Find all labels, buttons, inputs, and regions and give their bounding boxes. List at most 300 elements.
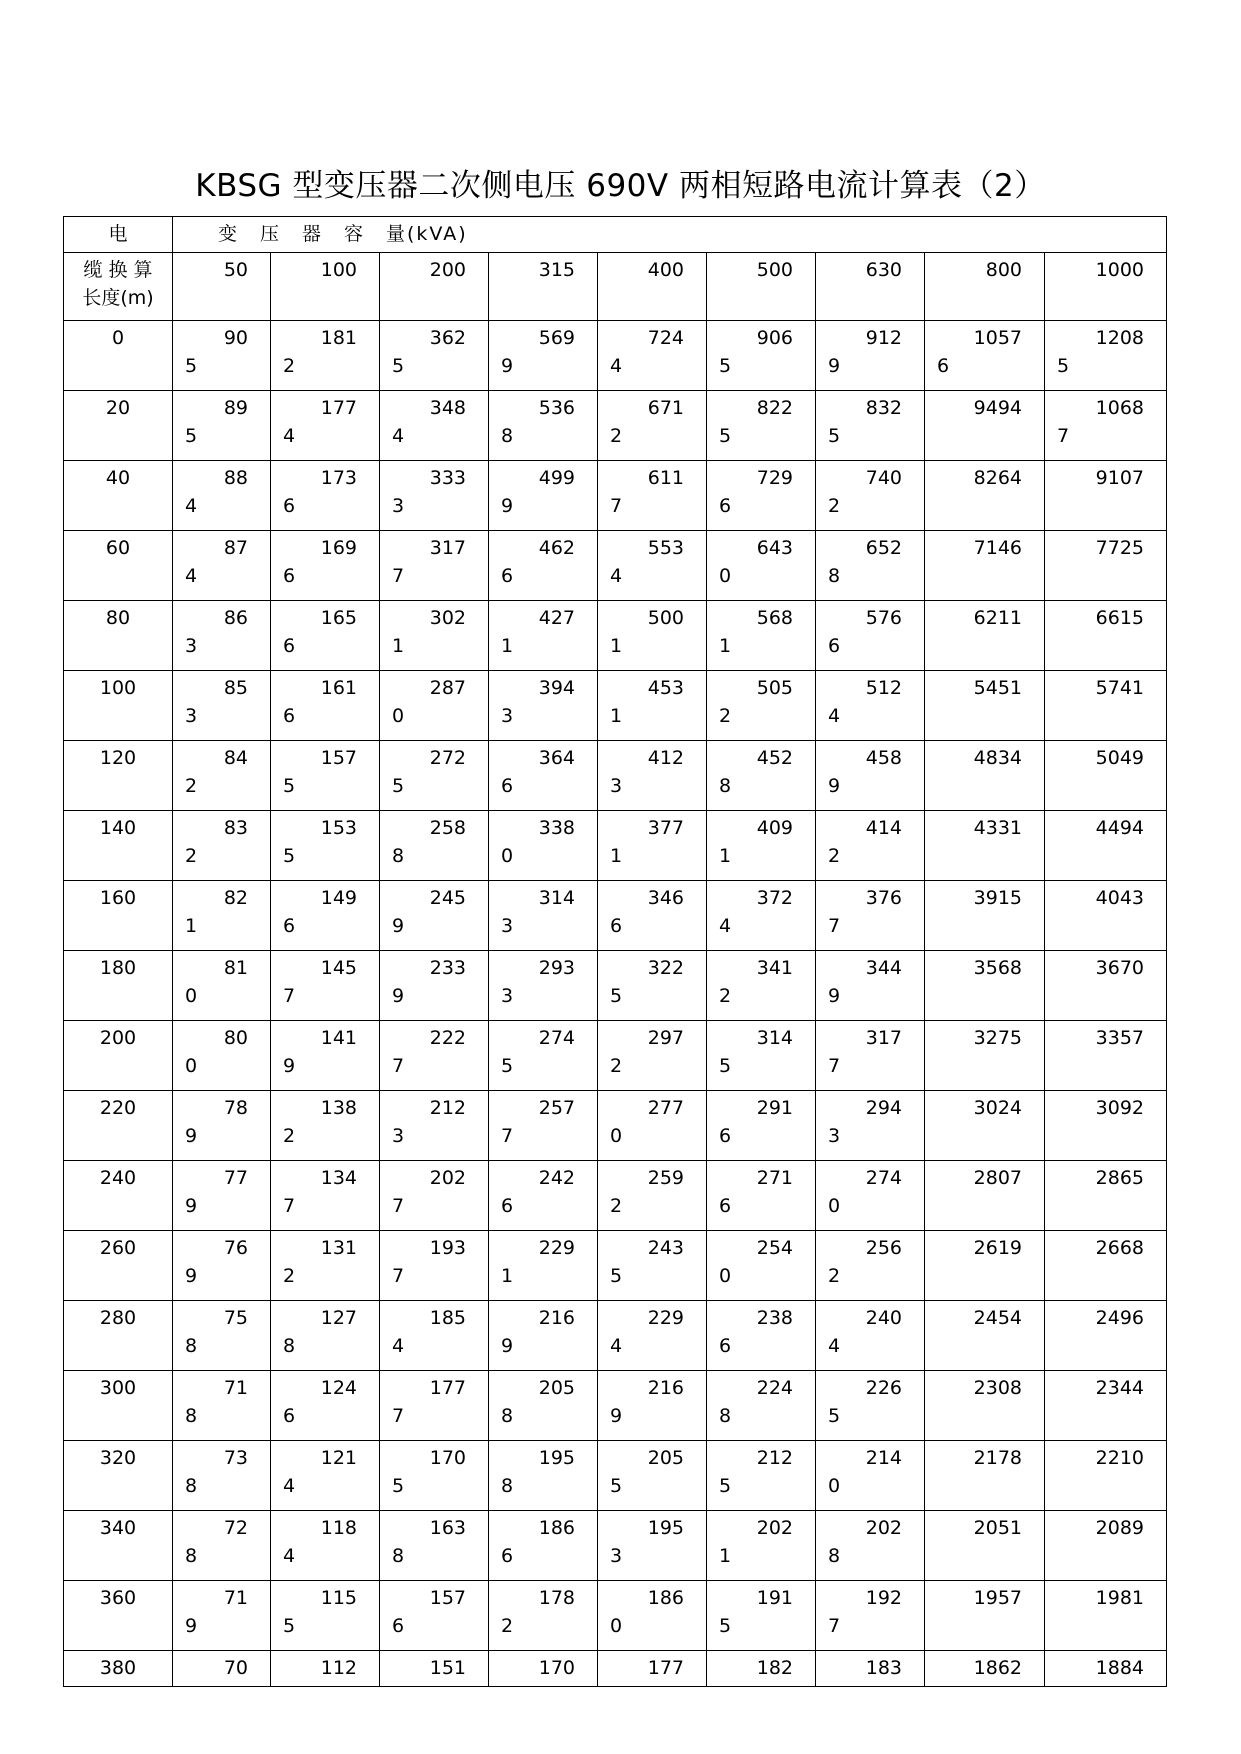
current-cell [707, 1091, 816, 1161]
current-cell [598, 1441, 707, 1511]
current-value-wrap: 8 [283, 1335, 296, 1357]
current-cell [707, 461, 816, 531]
current-value-top: 1208 [1095, 327, 1145, 349]
current-value-wrap: 8 [185, 1545, 198, 1567]
current-value-top: 302 [429, 607, 466, 629]
current-value-top: 3092 [1095, 1097, 1145, 1119]
current-value-top: 240 [865, 1307, 902, 1329]
current-cell [489, 531, 598, 601]
current-value-top: 134 [320, 1167, 357, 1189]
current-value-top: 181 [320, 327, 357, 349]
current-cell [380, 811, 489, 881]
current-value-wrap: 7 [283, 985, 296, 1007]
current-value-top: 576 [865, 607, 902, 629]
current-cell [1045, 881, 1167, 951]
current-value-wrap: 7 [828, 1615, 841, 1637]
current-cell [925, 1581, 1045, 1651]
current-value-top: 652 [865, 537, 902, 559]
current-value-wrap: 6 [283, 635, 296, 657]
current-value-top: 452 [756, 747, 793, 769]
cable-length-cell: 60 [64, 531, 173, 601]
current-cell [380, 1091, 489, 1161]
current-value-wrap: 9 [283, 1055, 296, 1077]
current-cell [925, 1091, 1045, 1161]
current-cell [380, 1161, 489, 1231]
current-value-wrap: 9 [185, 1615, 198, 1637]
current-cell [271, 811, 380, 881]
current-cell [380, 1021, 489, 1091]
current-value-top: 5741 [1095, 677, 1145, 699]
current-value-wrap: 0 [828, 1475, 841, 1497]
table-row [64, 321, 1167, 391]
current-value-wrap: 8 [501, 425, 514, 447]
current-cell [1045, 671, 1167, 741]
current-value-wrap: 8 [501, 1475, 514, 1497]
current-value-wrap: 4 [283, 1475, 296, 1497]
cable-length-label-2: 长度(m) [82, 287, 154, 309]
current-cell [816, 321, 925, 391]
current-cell [489, 321, 598, 391]
current-cell [598, 1021, 707, 1091]
current-value-top: 362 [429, 327, 466, 349]
current-cell [598, 1511, 707, 1581]
current-cell [925, 531, 1045, 601]
current-value-wrap: 8 [501, 1405, 514, 1427]
current-value-wrap: 8 [828, 565, 841, 587]
current-cell [173, 951, 271, 1021]
current-value-wrap: 0 [185, 1055, 198, 1077]
current-value-wrap: 5 [1057, 355, 1070, 377]
current-value-top: 224 [756, 1377, 793, 1399]
current-value-top: 242 [538, 1167, 575, 1189]
current-value-top: 80 [223, 1027, 248, 1049]
current-value-top: 127 [320, 1307, 357, 1329]
current-cell [489, 601, 598, 671]
current-value-top: 912 [865, 327, 902, 349]
current-cell [816, 391, 925, 461]
current-value-wrap: 2 [501, 1615, 514, 1637]
current-value-top: 195 [647, 1517, 684, 1539]
current-value-top: 205 [647, 1447, 684, 1469]
current-cell [1045, 1231, 1167, 1301]
current-value-top: 1981 [1095, 1587, 1145, 1609]
current-cell [380, 531, 489, 601]
current-cell [173, 1511, 271, 1581]
capacity-800: 800 [925, 253, 1045, 321]
table-row [64, 1301, 1167, 1371]
table-row [64, 391, 1167, 461]
current-value-wrap: 1 [719, 845, 732, 867]
current-cell [925, 1021, 1045, 1091]
current-value-top: 462 [538, 537, 575, 559]
current-cell [380, 671, 489, 741]
current-value-top: 233 [429, 957, 466, 979]
current-value-top: 274 [865, 1167, 902, 1189]
current-value-wrap: 5 [392, 775, 405, 797]
table-row [64, 1581, 1167, 1651]
cable-length-cell: 80 [64, 601, 173, 671]
current-cell [925, 811, 1045, 881]
current-value-wrap: 4 [610, 355, 623, 377]
current-cell: 151 [380, 1651, 489, 1687]
current-cell: 183 [816, 1651, 925, 1687]
current-value-wrap: 6 [828, 635, 841, 657]
current-value-top: 173 [320, 467, 357, 489]
current-cell [489, 1231, 598, 1301]
current-value-wrap: 4 [719, 915, 732, 937]
current-cell [489, 1021, 598, 1091]
current-value-top: 1068 [1095, 397, 1145, 419]
current-value-wrap: 6 [392, 1615, 405, 1637]
current-value-top: 412 [647, 747, 684, 769]
current-value-top: 1057 [973, 327, 1022, 349]
current-value-wrap: 9 [392, 915, 405, 937]
current-value-wrap: 9 [501, 1335, 514, 1357]
current-cell [173, 1021, 271, 1091]
current-value-wrap: 5 [610, 985, 623, 1007]
cable-length-header-top: 电 [64, 217, 173, 253]
cable-length-cell: 260 [64, 1231, 173, 1301]
current-value-top: 193 [429, 1237, 466, 1259]
current-value-wrap: 7 [392, 1055, 405, 1077]
current-cell [707, 1231, 816, 1301]
current-value-top: 7146 [973, 537, 1022, 559]
current-cell [598, 741, 707, 811]
current-cell [925, 1301, 1045, 1371]
current-value-top: 71 [223, 1587, 248, 1609]
current-value-wrap: 4 [283, 1545, 296, 1567]
table-row [64, 1021, 1167, 1091]
current-value-top: 165 [320, 607, 357, 629]
current-value-wrap: 0 [185, 985, 198, 1007]
current-value-top: 145 [320, 957, 357, 979]
current-cell [707, 321, 816, 391]
current-value-top: 512 [865, 677, 902, 699]
current-cell [707, 531, 816, 601]
current-cell [271, 1371, 380, 1441]
current-value-top: 222 [429, 1027, 466, 1049]
current-value-wrap: 5 [185, 425, 198, 447]
current-cell [271, 1091, 380, 1161]
current-value-wrap: 9 [610, 1405, 623, 1427]
header-row-2 [64, 253, 1167, 321]
current-value-top: 317 [429, 537, 466, 559]
current-cell [489, 881, 598, 951]
current-value-wrap: 5 [719, 1475, 732, 1497]
current-value-top: 348 [429, 397, 466, 419]
current-value-wrap: 9 [828, 355, 841, 377]
current-value-top: 153 [320, 817, 357, 839]
current-value-wrap: 4 [610, 1335, 623, 1357]
current-value-top: 2454 [973, 1307, 1022, 1329]
table-row [64, 1371, 1167, 1441]
current-value-wrap: 8 [392, 1545, 405, 1567]
current-value-top: 294 [865, 1097, 902, 1119]
current-value-top: 6211 [973, 607, 1022, 629]
current-value-wrap: 6 [719, 495, 732, 517]
current-value-wrap: 2 [610, 425, 623, 447]
current-value-top: 1957 [973, 1587, 1022, 1609]
current-cell [271, 1301, 380, 1371]
current-cell [816, 951, 925, 1021]
current-cell [925, 671, 1045, 741]
current-value-wrap: 9 [501, 495, 514, 517]
current-value-top: 297 [647, 1027, 684, 1049]
current-value-wrap: 1 [501, 635, 514, 657]
current-value-top: 9494 [973, 397, 1022, 419]
current-cell [380, 741, 489, 811]
cable-length-cell: 280 [64, 1301, 173, 1371]
current-value-wrap: 6 [283, 705, 296, 727]
current-cell [816, 811, 925, 881]
current-value-top: 832 [865, 397, 902, 419]
current-cell [598, 461, 707, 531]
current-value-top: 161 [320, 677, 357, 699]
capacity-header [173, 217, 1167, 253]
current-value-top: 81 [223, 957, 248, 979]
current-value-top: 671 [647, 397, 684, 419]
current-value-top: 553 [647, 537, 684, 559]
current-value-wrap: 6 [283, 1405, 296, 1427]
current-cell [707, 1581, 816, 1651]
current-value-top: 121 [320, 1447, 357, 1469]
current-cell [1045, 531, 1167, 601]
current-cell [271, 951, 380, 1021]
current-value-top: 3275 [973, 1027, 1022, 1049]
current-value-wrap: 5 [719, 1615, 732, 1637]
current-value-top: 314 [538, 887, 575, 909]
current-cell: 170 [489, 1651, 598, 1687]
current-cell: 182 [707, 1651, 816, 1687]
current-value-wrap: 9 [828, 985, 841, 1007]
current-value-wrap: 3 [501, 915, 514, 937]
current-cell [380, 951, 489, 1021]
current-value-wrap: 7 [501, 1125, 514, 1147]
current-value-wrap: 8 [185, 1405, 198, 1427]
current-value-top: 141 [320, 1027, 357, 1049]
current-cell [173, 881, 271, 951]
capacity-50: 50 [173, 253, 271, 321]
current-cell [598, 1301, 707, 1371]
current-value-top: 88 [223, 467, 248, 489]
current-value-wrap: 0 [392, 705, 405, 727]
current-value-top: 427 [538, 607, 575, 629]
cable-length-cell: 120 [64, 741, 173, 811]
current-cell [925, 1231, 1045, 1301]
capacity-label: 变 压 器 容 量(kVA) [218, 223, 468, 245]
current-cell [173, 321, 271, 391]
current-value-top: 346 [647, 887, 684, 909]
current-value-top: 724 [647, 327, 684, 349]
current-value-wrap: 9 [185, 1195, 198, 1217]
current-value-wrap: 0 [610, 1125, 623, 1147]
current-value-top: 500 [647, 607, 684, 629]
current-cell [271, 531, 380, 601]
current-cell [925, 461, 1045, 531]
current-cell [271, 391, 380, 461]
current-value-top: 4043 [1095, 887, 1145, 909]
current-value-wrap: 1 [719, 635, 732, 657]
current-cell: 112 [271, 1651, 380, 1687]
current-cell [380, 321, 489, 391]
table-row [64, 1511, 1167, 1581]
current-value-top: 372 [756, 887, 793, 909]
current-value-top: 85 [223, 677, 248, 699]
current-value-top: 505 [756, 677, 793, 699]
current-cell [1045, 391, 1167, 461]
current-cell [173, 811, 271, 881]
cable-length-cell: 40 [64, 461, 173, 531]
current-cell [489, 741, 598, 811]
current-value-top: 2807 [973, 1167, 1022, 1189]
current-cell [173, 391, 271, 461]
current-value-top: 287 [429, 677, 466, 699]
current-value-wrap: 3 [610, 775, 623, 797]
current-cell: 177 [598, 1651, 707, 1687]
current-cell [271, 741, 380, 811]
current-value-wrap: 2 [283, 1265, 296, 1287]
current-value-top: 4331 [973, 817, 1022, 839]
current-cell [598, 601, 707, 671]
table-row [64, 1651, 1167, 1687]
current-value-top: 2496 [1095, 1307, 1145, 1329]
current-value-wrap: 6 [501, 565, 514, 587]
current-cell: 70 [173, 1651, 271, 1687]
current-cell [380, 1371, 489, 1441]
current-cell [598, 951, 707, 1021]
current-value-wrap: 1 [610, 705, 623, 727]
current-value-wrap: 3 [501, 985, 514, 1007]
current-cell [707, 671, 816, 741]
current-value-top: 245 [429, 887, 466, 909]
current-value-wrap: 3 [610, 1545, 623, 1567]
current-value-top: 238 [756, 1307, 793, 1329]
current-cell [173, 1301, 271, 1371]
current-cell [816, 601, 925, 671]
current-value-wrap: 5 [719, 425, 732, 447]
current-value-top: 89 [223, 397, 248, 419]
current-value-top: 344 [865, 957, 902, 979]
current-value-wrap: 3 [392, 1125, 405, 1147]
current-cell [816, 531, 925, 601]
current-value-wrap: 7 [392, 1265, 405, 1287]
table-row [64, 461, 1167, 531]
current-cell [271, 461, 380, 531]
current-value-wrap: 2 [610, 1195, 623, 1217]
table-row [64, 881, 1167, 951]
current-value-wrap: 3 [828, 1125, 841, 1147]
current-cell [380, 1301, 489, 1371]
current-value-wrap: 7 [1057, 425, 1070, 447]
current-value-top: 73 [223, 1447, 248, 1469]
table-row [64, 1441, 1167, 1511]
current-value-top: 2344 [1095, 1377, 1145, 1399]
current-value-wrap: 2 [828, 495, 841, 517]
current-value-top: 3915 [973, 887, 1022, 909]
current-value-top: 195 [538, 1447, 575, 1469]
current-value-top: 9107 [1095, 467, 1145, 489]
page-title: KBSG 型变压器二次侧电压 690V 两相短路电流计算表（2） [195, 168, 1046, 204]
current-cell [816, 881, 925, 951]
current-value-wrap: 5 [392, 1475, 405, 1497]
current-cell [707, 601, 816, 671]
current-value-wrap: 6 [501, 775, 514, 797]
current-cell [489, 461, 598, 531]
current-cell [1045, 951, 1167, 1021]
current-cell [380, 1231, 489, 1301]
current-cell [271, 1021, 380, 1091]
current-cell [380, 1511, 489, 1581]
current-value-wrap: 2 [185, 845, 198, 867]
current-cell [925, 1371, 1045, 1441]
current-value-wrap: 4 [392, 1335, 405, 1357]
current-value-top: 84 [223, 747, 248, 769]
current-value-wrap: 8 [719, 775, 732, 797]
current-value-wrap: 2 [828, 845, 841, 867]
current-cell [1045, 1511, 1167, 1581]
current-value-top: 274 [538, 1027, 575, 1049]
cable-length-cell: 200 [64, 1021, 173, 1091]
current-value-wrap: 4 [283, 425, 296, 447]
current-value-top: 377 [647, 817, 684, 839]
current-value-top: 271 [756, 1167, 793, 1189]
current-value-top: 170 [429, 1447, 466, 1469]
table-row [64, 601, 1167, 671]
capacity-400: 400 [598, 253, 707, 321]
current-value-wrap: 7 [392, 1195, 405, 1217]
current-cell: 1862 [925, 1651, 1045, 1687]
current-value-wrap: 7 [392, 1405, 405, 1427]
current-cell [271, 1231, 380, 1301]
current-value-top: 569 [538, 327, 575, 349]
current-cell [1045, 1021, 1167, 1091]
cable-length-cell: 240 [64, 1161, 173, 1231]
current-cell [380, 1441, 489, 1511]
current-value-wrap: 7 [283, 1195, 296, 1217]
current-value-top: 3670 [1095, 957, 1145, 979]
current-cell [816, 1091, 925, 1161]
current-cell [271, 1441, 380, 1511]
current-value-top: 77 [223, 1167, 248, 1189]
current-value-top: 87 [223, 537, 248, 559]
current-value-wrap: 2 [610, 1055, 623, 1077]
current-value-top: 291 [756, 1097, 793, 1119]
cable-length-cell: 320 [64, 1441, 173, 1511]
current-cell [1045, 1581, 1167, 1651]
current-value-wrap: 5 [610, 1475, 623, 1497]
current-cell [707, 811, 816, 881]
current-value-wrap: 1 [610, 635, 623, 657]
capacity-1000: 1000 [1045, 253, 1167, 321]
current-value-top: 157 [429, 1587, 466, 1609]
current-value-top: 138 [320, 1097, 357, 1119]
current-cell [173, 1581, 271, 1651]
current-value-top: 212 [429, 1097, 466, 1119]
current-cell [925, 321, 1045, 391]
cable-length-cell: 300 [64, 1371, 173, 1441]
current-value-top: 192 [865, 1587, 902, 1609]
current-value-top: 8264 [973, 467, 1022, 489]
current-value-top: 163 [429, 1517, 466, 1539]
current-value-wrap: 2 [828, 1265, 841, 1287]
current-value-wrap: 9 [828, 775, 841, 797]
current-value-top: 341 [756, 957, 793, 979]
current-value-wrap: 6 [283, 915, 296, 937]
current-value-top: 177 [320, 397, 357, 419]
current-cell [925, 391, 1045, 461]
current-value-wrap: 0 [610, 1615, 623, 1637]
current-value-top: 458 [865, 747, 902, 769]
